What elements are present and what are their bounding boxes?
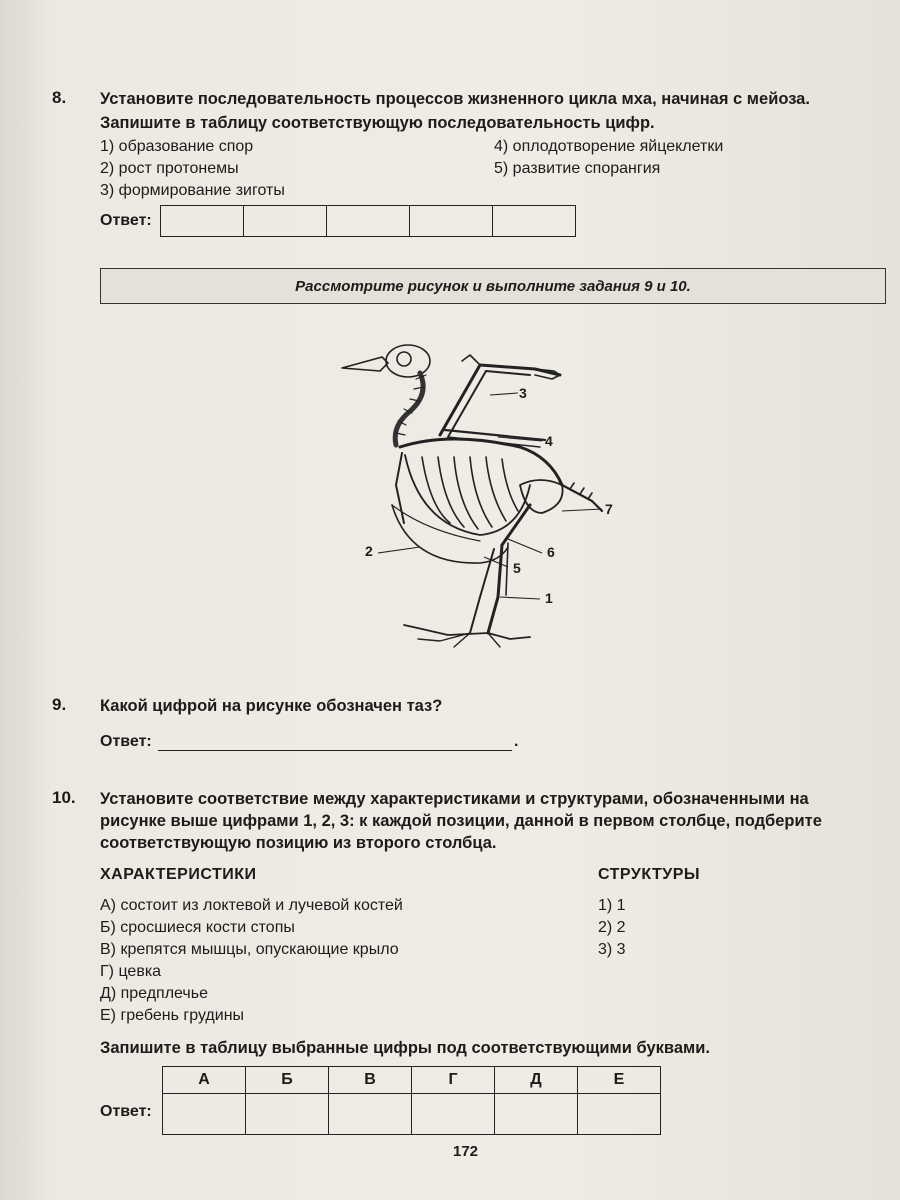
page-number: 172 — [453, 1143, 479, 1160]
q10-answer-label: Ответ: — [100, 1103, 152, 1120]
q10-structure-2: 2) 2 — [598, 919, 626, 936]
q10-answer-table — [162, 1066, 661, 1135]
q8-number: 8. — [52, 88, 67, 107]
tarsometatarsus — [488, 597, 498, 633]
spine — [400, 439, 562, 485]
q10-instruction: Запишите в таблицу выбранные цифры под соответствующими буквами. — [100, 1039, 710, 1057]
q8-answer-cell[interactable] — [410, 206, 493, 237]
q9-answer-line[interactable] — [158, 733, 512, 751]
q8-text-line1: Установите последовательность процессов жизненного цикла мха, начиная с мейоза. — [100, 90, 810, 108]
toes — [404, 625, 488, 635]
q10-letter-a: А — [163, 1067, 246, 1094]
q8-option-2: 2) рост протонемы — [100, 160, 239, 177]
q9-answer-period: . — [514, 733, 519, 750]
q10-answer-cell[interactable] — [495, 1094, 578, 1135]
q10-col2-header: СТРУКТУРЫ — [598, 866, 701, 883]
q8-answer-cell[interactable] — [244, 206, 327, 237]
figure-label-5: 5 — [513, 560, 521, 576]
figure-instruction-banner: Рассмотрите рисунок и выполните задания 9 и 10. — [100, 268, 886, 304]
wing-humerus — [440, 365, 560, 435]
q10-letter-v: В — [329, 1067, 412, 1094]
q10-letter-d: Д — [495, 1067, 578, 1094]
q8-option-4: 4) оплодотворение яйцеклетки — [494, 138, 724, 155]
figure-label-6: 6 — [547, 544, 555, 560]
q10-answer-cell[interactable] — [578, 1094, 661, 1135]
q8-text-line2: Запишите в таблицу соответствующую последовательность цифр. — [100, 114, 655, 132]
q8-answer-label: Ответ: — [100, 212, 152, 229]
q8-answer-cell[interactable] — [493, 206, 576, 237]
q9-text: Какой цифрой на рисунке обозначен таз? — [100, 697, 443, 715]
skull — [386, 345, 430, 377]
q10-characteristic-e: Е) гребень грудины — [100, 1007, 245, 1024]
q10-characteristic-a: А) состоит из локтевой и лучевой костей — [100, 897, 403, 914]
q10-answer-cell[interactable] — [246, 1094, 329, 1135]
q8-option-3: 3) формирование зиготы — [100, 182, 285, 199]
q10-col1-header: ХАРАКТЕРИСТИКИ — [100, 866, 257, 883]
q10-answer-cell[interactable] — [163, 1094, 246, 1135]
q10-text-line3: соответствующую позицию из второго столбца. — [100, 834, 497, 852]
q10-letter-g: Г — [412, 1067, 495, 1094]
q9-number: 9. — [52, 695, 67, 714]
tail — [562, 485, 602, 511]
q9-answer-label: Ответ: — [100, 733, 152, 750]
q10-text-line2: рисунке выше цифрами 1, 2, 3: к каждой позиции, данной в первом столбце, подберите — [100, 812, 822, 830]
q10-text-line1: Установите соответствие между характеристиками и структурами, обозначенными на — [100, 790, 809, 808]
figure-label-7: 7 — [605, 501, 613, 517]
q10-characteristic-v: В) крепятся мышцы, опускающие крыло — [100, 941, 399, 958]
bird-skeleton-figure — [330, 335, 630, 655]
q10-characteristic-g: Г) цевка — [100, 963, 162, 980]
q8-answer-cell[interactable] — [327, 206, 410, 237]
q10-letter-e: Е — [578, 1067, 661, 1094]
figure-label-1: 1 — [545, 590, 553, 606]
q10-characteristic-b: Б) сросшиеся кости стопы — [100, 919, 295, 936]
q8-option-5: 5) развитие спорангия — [494, 160, 661, 177]
q10-answer-cell[interactable] — [329, 1094, 412, 1135]
figure-label-4: 4 — [545, 433, 553, 449]
q10-characteristic-d: Д) предплечье — [100, 985, 208, 1002]
q10-letter-b: Б — [246, 1067, 329, 1094]
q8-option-1: 1) образование спор — [100, 138, 254, 155]
q8-answer-table — [160, 205, 576, 237]
q10-structure-1: 1) 1 — [598, 897, 626, 914]
q10-number: 10. — [52, 788, 76, 807]
q8-answer-cell[interactable] — [161, 206, 244, 237]
q10-structure-3: 3) 3 — [598, 941, 626, 958]
q10-answer-cell[interactable] — [412, 1094, 495, 1135]
tibiotarsus — [498, 545, 502, 597]
figure-label-2: 2 — [365, 543, 373, 559]
skull-beak — [342, 357, 388, 371]
figure-label-3: 3 — [519, 385, 527, 401]
